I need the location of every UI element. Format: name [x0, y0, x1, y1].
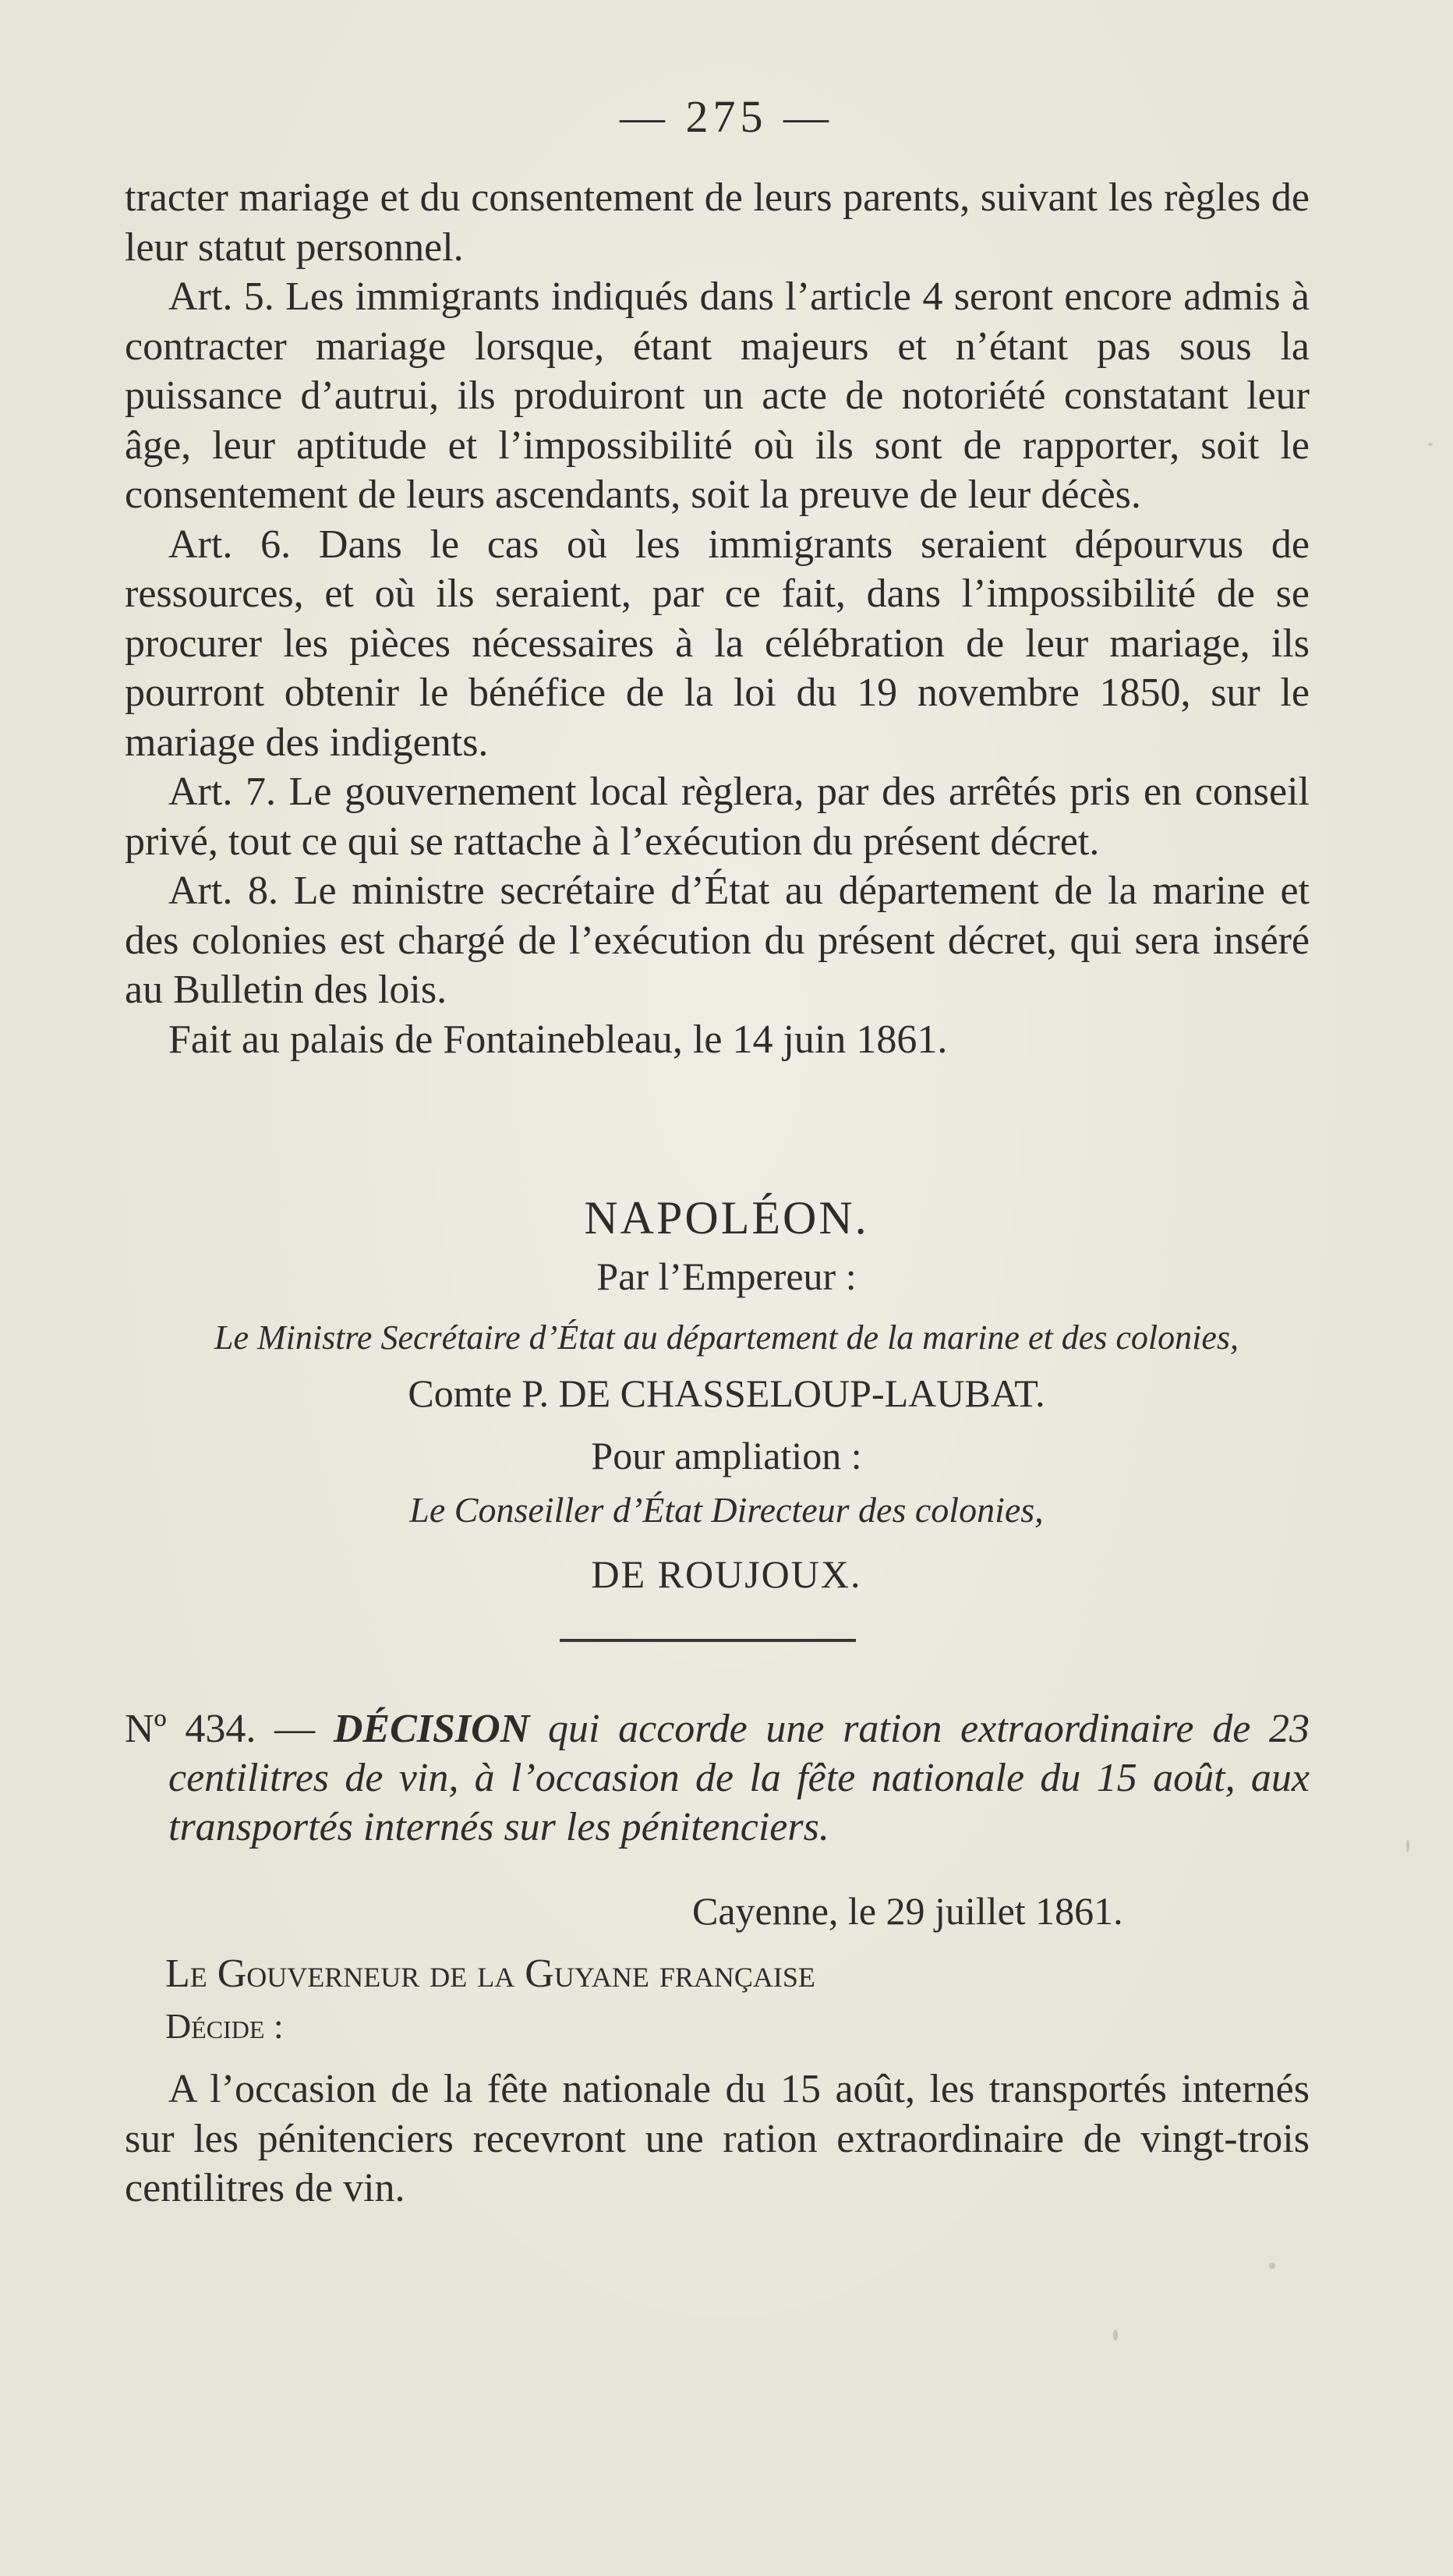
decide-label: Décide :: [165, 2006, 284, 2046]
paragraph-continuation: tracter mariage et du consentement de leurs parents, suivant les règles de leur statut personnel.: [125, 175, 1310, 270]
conseiller-name: DE ROUJOUX.: [591, 1552, 862, 1596]
conseiller-title: Le Conseiller d’État Directeur des colonies,: [409, 1490, 1044, 1530]
decision-date: Cayenne, le 29 juillet 1861.: [692, 1889, 1123, 1933]
decision-label: DÉCISION: [333, 1707, 530, 1751]
paragraph-fait-au-palais: Fait au palais de Fontainebleau, le 14 juin 1861.: [168, 1017, 948, 1062]
paper-speck: [1406, 1840, 1409, 1852]
decision-heading: [125, 1704, 1310, 1852]
paragraph-article-7: Art. 7. Le gouvernement local règlera, par des arrêtés pris en conseil privé, tout ce qui se rattache à l’exécution du présent décret.: [125, 770, 1310, 864]
signature-napoleon: NAPOLÉON.: [584, 1192, 869, 1244]
paper-speck: [1428, 443, 1433, 446]
decision-title-line: [125, 1704, 1310, 1852]
pour-ampliation: Pour ampliation :: [591, 1434, 862, 1477]
paragraph-article-5: Art. 5. Les immigrants indiqués dans l’article 4 seront encore admis à contracter mariage lorsque, étant majeurs et n’étant pas sous la puissance d’autrui, ils produiront un acte de notoriété constatant leur âge, leur aptitude et l’impossibilité où ils sont de rapporter, soit le consentement de leurs ascendants, soit la preuve de leur décès.: [125, 274, 1310, 517]
decision-summary: qui accorde une ration extraordinaire de 23 centilitres de vin, à l’occasion de la fête nationale du 15 août, aux transportés internés sur les pénitenciers.: [168, 1707, 1310, 1849]
signature-par-empereur: Par l’Empereur :: [596, 1254, 857, 1298]
page-number: — 275 —: [620, 91, 833, 142]
decision-text: [125, 2065, 1310, 2213]
paper-speck: [1113, 2330, 1118, 2341]
paragraph-article-6: Art. 6. Dans le cas où les immigrants seraient dépourvus de ressources, et où ils seraient, par ce fait, dans l’impossibilité de se procurer les pièces nécessaires à la célébration de leur mariage, ils pourront obtenir le bénéfice de la loi du 19 novembre 1850, sur le mariage des indigents.: [125, 522, 1310, 765]
minister-title: Le Ministre Secrétaire d’État au département de la marine et des colonies,: [214, 1318, 1239, 1357]
section-divider: [560, 1639, 856, 1642]
decision-paragraph: A l’occasion de la fête nationale du 15 août, les transportés internés sur les pénitenciers recevront une ration extraordinaire de vingt-trois centilitres de vin.: [125, 2067, 1310, 2210]
decree-text: [125, 173, 1310, 1064]
paragraph-article-8: Art. 8. Le ministre secrétaire d’État au département de la marine et des colonies est chargé de l’exécution du présent décret, qui sera inséré au Bulletin des lois.: [125, 869, 1310, 1012]
paper-speck: [1269, 2263, 1275, 2269]
minister-name: Comte P. DE CHASSELOUP-LAUBAT.: [408, 1371, 1045, 1415]
decision-number: Nº 434. —: [125, 1707, 334, 1751]
gouverneur-line: Le Gouverneur de la Guyane française: [165, 1951, 815, 1996]
